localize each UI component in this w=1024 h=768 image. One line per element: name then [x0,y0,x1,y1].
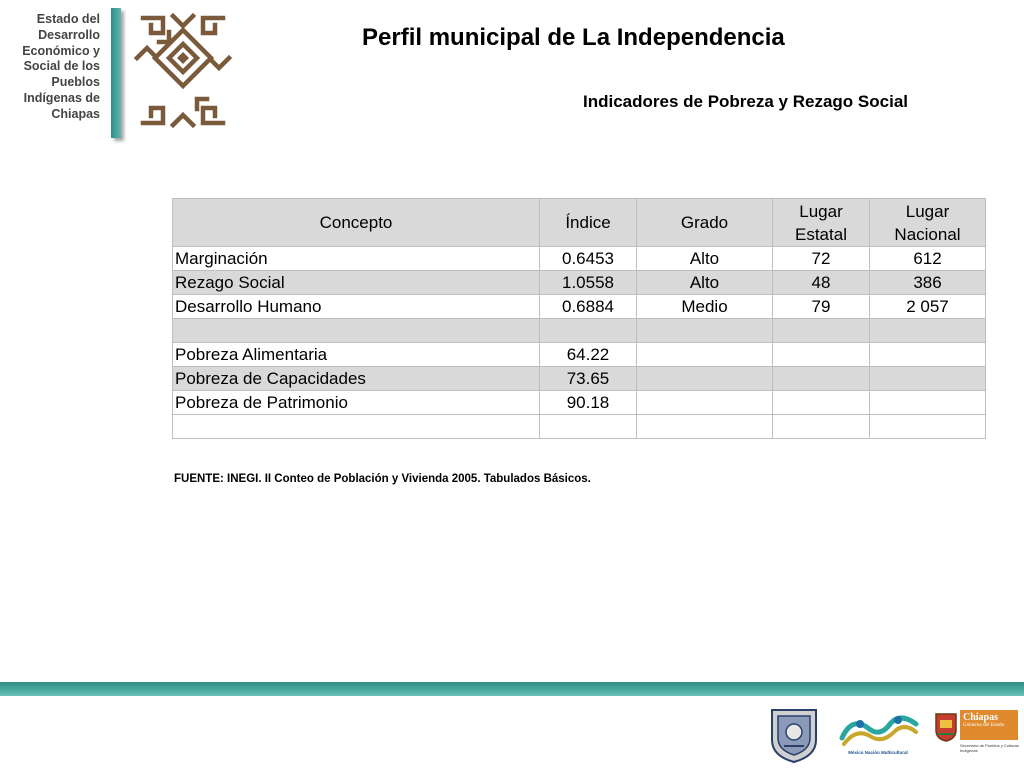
table-cell: 2 057 [870,295,986,319]
table-cell: Desarrollo Humano [173,295,540,319]
table-cell [773,391,870,415]
table-cell: 79 [773,295,870,319]
header-cell: Lugar Estatal [773,199,870,247]
table-cell: 90.18 [540,391,637,415]
indigenous-motif-logo [133,8,233,133]
header-cell: Lugar Nacional [870,199,986,247]
table-cell: Marginación [173,247,540,271]
mnm-caption: México Nación Multicultural [848,750,908,755]
table-cell [870,343,986,367]
chiapas-gov-label: Gobierno del Estado [963,723,1005,728]
table-cell [540,415,637,439]
table-cell: Pobreza de Capacidades [173,367,540,391]
chiapas-badge [960,710,1018,740]
table-cell [870,319,986,343]
table-cell [773,367,870,391]
table-cell: 0.6884 [540,295,637,319]
table-cell: Alto [637,247,773,271]
mexico-nacion-multicultural-logo [838,710,920,750]
table-cell [173,319,540,343]
table-row [173,319,986,343]
org-name: Estado del Desarrollo Económico y Social de los Pueblos Indígenas de Chiapas [22,12,100,121]
source-note: FUENTE: INEGI. II Conteo de Población y Vivienda 2005. Tabulados Básicos. [174,473,591,485]
table-cell [637,391,773,415]
table-cell [870,391,986,415]
table-cell: Pobreza de Patrimonio [173,391,540,415]
table-cell: 48 [773,271,870,295]
indicators-table [172,198,986,439]
table-cell [637,415,773,439]
table-cell: 612 [870,247,986,271]
table-cell [173,415,540,439]
table-row [173,415,986,439]
unam-seal-icon [766,706,822,764]
chiapas-shield-icon [934,712,958,742]
table-cell [870,415,986,439]
table-cell: 386 [870,271,986,295]
table-row [173,271,986,295]
table-cell [773,343,870,367]
table-cell: Pobreza Alimentaria [173,343,540,367]
table-row [173,343,986,367]
teal-vertical-bar [111,8,121,138]
table-cell [773,415,870,439]
table-row [173,391,986,415]
chiapas-dept-label: Secretaría de Pueblos y Culturas Indígenas [960,743,1019,753]
table-cell [870,367,986,391]
footer-teal-band [0,682,1024,696]
table-header-row [173,199,986,247]
table-cell: 0.6453 [540,247,637,271]
footer-logos [760,706,1024,766]
table-cell [540,319,637,343]
header-cell: Concepto [173,199,540,247]
table-cell [637,367,773,391]
table-cell: 1.0558 [540,271,637,295]
table-cell [637,343,773,367]
header-cell: Grado [637,199,773,247]
table-cell: 64.22 [540,343,637,367]
page-subtitle: Indicadores de Pobreza y Rezago Social [583,92,908,111]
page-title: Perfil municipal de La Independencia [362,24,785,51]
header-cell: Índice [540,199,637,247]
table-cell [773,319,870,343]
table-row [173,295,986,319]
table-cell: 72 [773,247,870,271]
table-cell: Alto [637,271,773,295]
chiapas-label: Chiapas [963,712,999,723]
table-cell: Rezago Social [173,271,540,295]
table-cell: 73.65 [540,367,637,391]
table-row [173,367,986,391]
table-row [173,247,986,271]
table-cell [637,319,773,343]
table-cell: Medio [637,295,773,319]
